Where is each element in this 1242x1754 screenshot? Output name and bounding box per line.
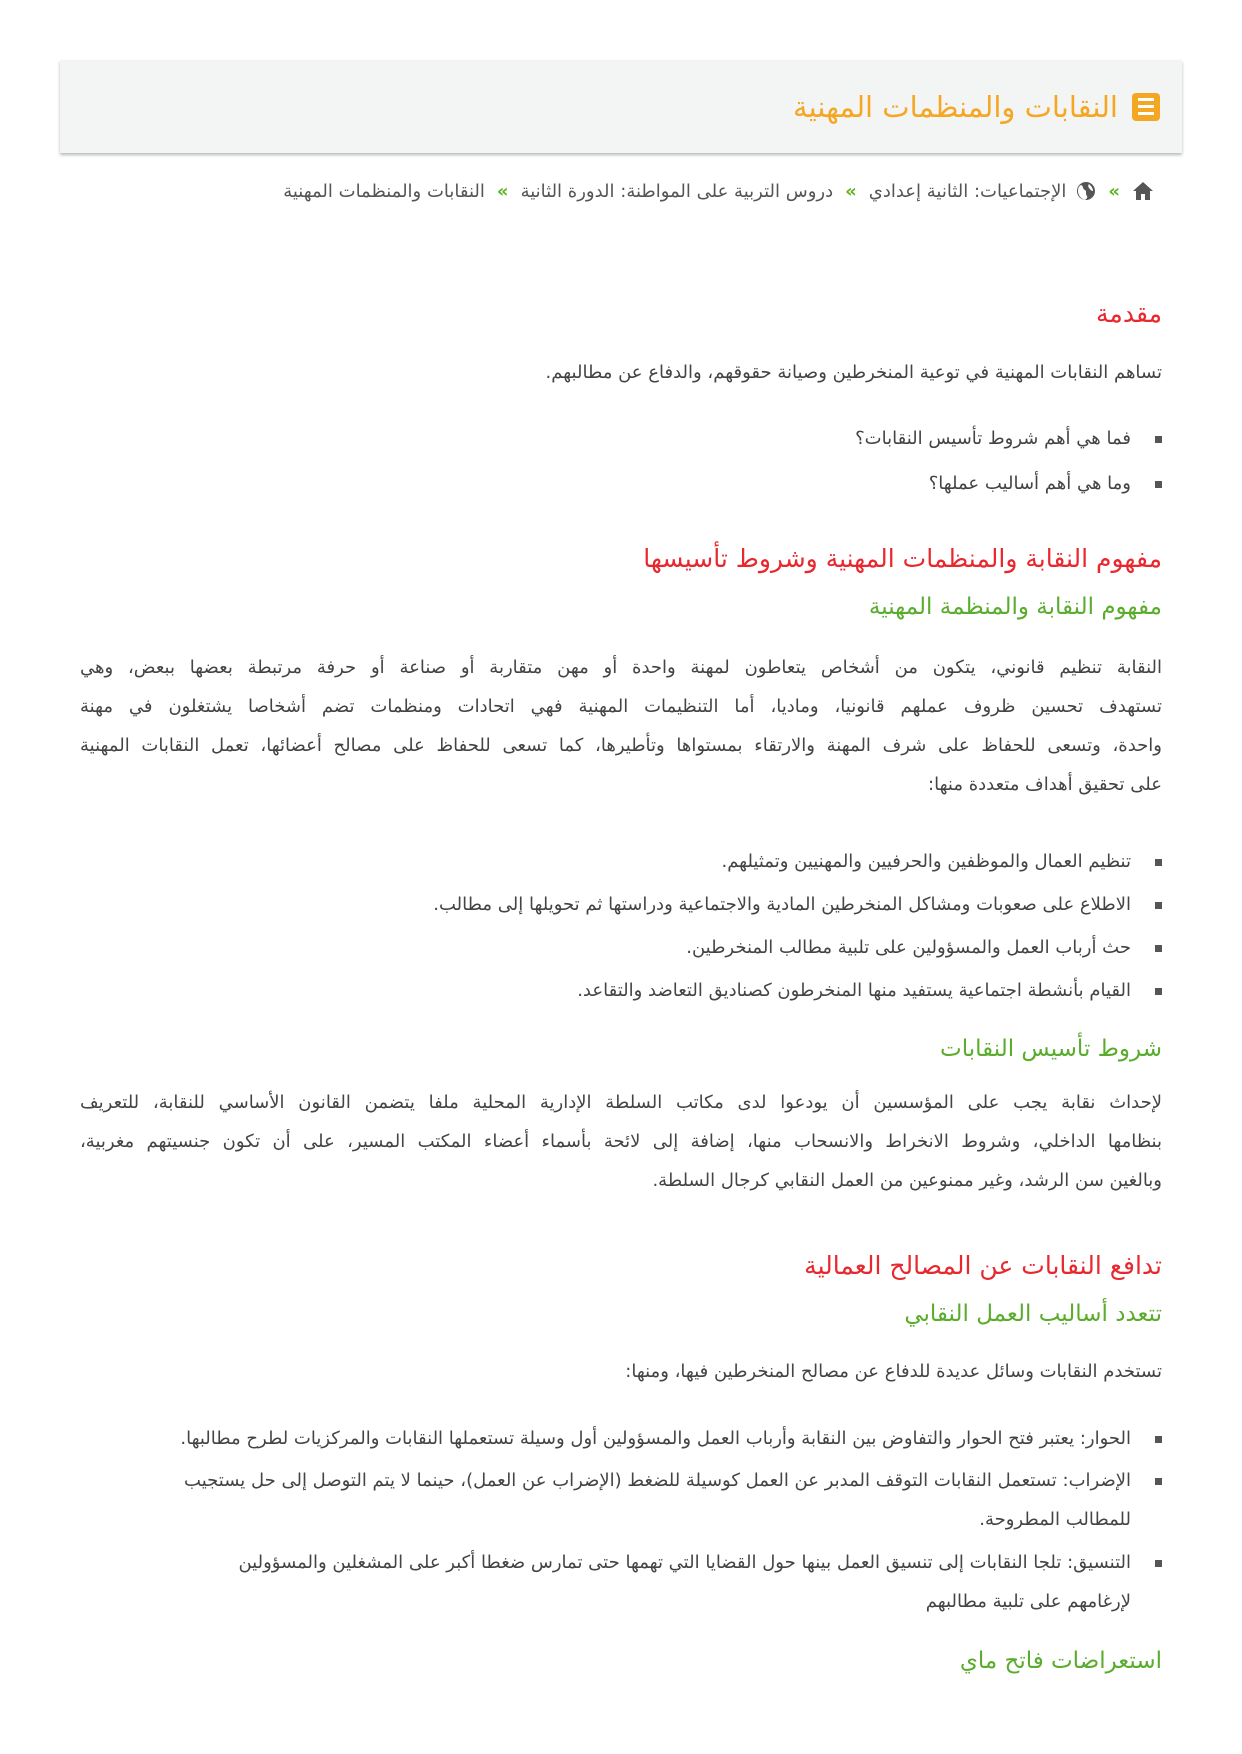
methods-paragraph: تستخدم النقابات وسائل عديدة للدفاع عن مصالح المنخرطين فيها، ومنها: [625,1361,1162,1382]
section-heading-concept: مفهوم النقابة والمنظمات المهنية وشروط تأسيسها [643,544,1162,573]
conditions-paragraph-line: وبالغين سن الرشد، وغير ممنوعين من العمل النقابي كرجال السلطة. [652,1170,1162,1191]
subheading-conditions: شروط تأسيس النقابات [940,1036,1162,1062]
section-heading-intro: مقدمة [1096,299,1162,328]
method-line: للمطالب المطروحة. [979,1509,1131,1530]
list-item-goal: الاطلاع على صعوبات ومشاكل المنخرطين المادية والاجتماعية ودراستها ثم تحويلها إلى مطالب. [80,885,1162,924]
list-item-method-dialogue [80,1419,1162,1458]
breadcrumb-separator: » [496,180,509,202]
page-title-card [60,60,1182,153]
breadcrumb-item-citizenship-lessons[interactable]: دروس التربية على المواطنة: الدورة الثانية [520,180,834,202]
conditions-paragraph [80,1083,1162,1200]
section-heading-defense: تدافع النقابات عن المصالح العمالية [804,1251,1162,1280]
subheading-may-day: استعراضات فاتح ماي [959,1648,1162,1674]
list-item-question: فما هي أهم شروط تأسيس النقابات؟ [80,419,1162,458]
list-item-method-coordination [80,1543,1162,1621]
subheading-concept: مفهوم النقابة والمنظمة المهنية [868,594,1162,620]
breadcrumb-separator: » [845,180,857,202]
home-icon[interactable] [1132,181,1154,201]
breadcrumb-separator: » [1108,180,1120,202]
list-item-method-strike [80,1461,1162,1539]
concept-paragraph-line: النقابة تنظيم قانوني، يتكون من أشخاص يتعاطون لمهنة واحدة أو مهن متقاربة أو صناعة أو حرفة مرتبطة بعضها ببعض، وهي [80,657,1162,678]
list-item-goal: حث أرباب العمل والمسؤولين على تلبية مطالب المنخرطين. [80,928,1162,967]
conditions-paragraph-line: لإحداث نقابة يجب على المؤسسين أن يودعوا لدى مكاتب السلطة الإدارية المحلية ملفا يتضمن القانون الأساسي للنقابة، للتعريف [80,1092,1162,1113]
intro-paragraph: تساهم النقابات المهنية في توعية المنخرطين وصيانة حقوقهم، والدفاع عن مطالبهم. [545,362,1162,383]
breadcrumb-item-social-studies[interactable]: الإجتماعيات: الثانية إعدادي [868,180,1067,202]
method-line: الحوار: يعتبر فتح الحوار والتفاوض بين النقابة وأرباب العمل والمسؤولين أول وسيلة تستعملها النقابات والمركزيات لطرح مطالبها. [180,1428,1131,1449]
conditions-paragraph-line: بنظامها الداخلي، وشروط الانخراط والانسحاب منها، إضافة إلى لائحة بأسماء أعضاء المكتب المسير، على أن تكون جنسيتهم مغربية، [80,1131,1162,1152]
concept-paragraph-line: على تحقيق أهداف متعددة منها: [928,774,1162,795]
concept-paragraph [80,648,1162,804]
concept-paragraph-line: واحدة، وتسعى للحفاظ على شرف المهنة والارتقاء بمستواها وتأطيرها، كما تسعى للحفاظ على مصالح أعضائها، تعمل النقابات المهنية [80,735,1162,756]
breadcrumb [60,175,1182,207]
subheading-methods: تتعدد أساليب العمل النقابي [904,1301,1162,1327]
document-list-icon [1132,93,1160,121]
method-line: لإرغامهم على تلبية مطالبهم [925,1591,1131,1612]
breadcrumb-item-current: النقابات والمنظمات المهنية [283,180,485,202]
list-item-goal: تنظيم العمال والموظفين والحرفيين والمهنيين وتمثيلهم. [80,842,1162,881]
method-line: الإضراب: تستعمل النقابات التوقف المدبر عن العمل كوسيلة للضغط (الإضراب عن العمل)، حينما لا يتم التوصل إلى حل يستجيب [184,1470,1131,1491]
page [60,60,1182,207]
concept-paragraph-line: تستهدف تحسين ظروف عملهم قانونيا، وماديا، أما التنظيمات المهنية فهي اتحادات ومنظمات تضم أشخاصا يشتغلون في مهنة [80,696,1162,717]
list-item-goal: القيام بأنشطة اجتماعية يستفيد منها المنخرطون كصناديق التعاضد والتقاعد. [80,971,1162,1010]
globe-icon[interactable] [1076,181,1096,201]
list-item-question: وما هي أهم أساليب عملها؟ [80,464,1162,503]
method-line: التنسيق: تلجا النقابات إلى تنسيق العمل بينها حول القضايا التي تهمها حتى تمارس ضغطا أكبر على المشغلين والمسؤولين [238,1552,1131,1573]
page-title: النقابات والمنظمات المهنية [793,89,1118,124]
